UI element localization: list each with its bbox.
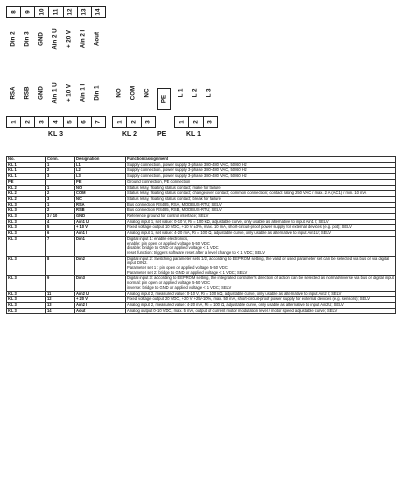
kl3-bottom-designation-text: Ain 1 U [51, 82, 59, 104]
kl2-number-text: 1 [116, 120, 124, 124]
kl2-number-cell [127, 117, 141, 127]
kl3-top-designation-text: GND [37, 32, 45, 46]
kl3-bottom-number-text: 4 [52, 120, 60, 124]
cell-designation: RSB [75, 208, 126, 214]
cell-designation: Ain1 U [75, 219, 126, 225]
kl3-top-number-text: 8 [10, 10, 18, 14]
kl2-designation-cell [126, 72, 140, 114]
kl2-designations [112, 72, 154, 114]
cell-no: KL 3 [7, 202, 46, 208]
cell-no: KL 3 [7, 214, 46, 220]
kl3-bottom-number-cell [21, 117, 35, 127]
cell-function: Supply connection, power supply 3-phase 380-480 VAC, 50/60 Hz [126, 174, 396, 180]
cell-no: KL 3 [7, 297, 46, 303]
kl2-designation-cell [140, 72, 154, 114]
pe-label: PE [157, 131, 167, 138]
cell-designation: Ain2 I [75, 302, 126, 308]
kl3-bottom-number-text: 3 [38, 120, 46, 124]
kl3-top-designation-text: Din 3 [23, 31, 31, 47]
kl3-top-designation-cell [62, 18, 76, 60]
kl2-label: KL 2 [122, 131, 138, 138]
kl3-top-number-cell [64, 7, 78, 17]
cell-no: KL 1 [7, 162, 46, 168]
table-row [7, 308, 396, 314]
kl1-designation-text: L 1 [177, 88, 185, 98]
kl3-top-designation-cell [76, 18, 90, 60]
table-row [7, 236, 396, 256]
kl2-designation-text: COM [129, 85, 137, 101]
kl3-top-number-cell [35, 7, 49, 17]
cell-conn: 2 [46, 168, 75, 174]
cell-designation: RSA [75, 202, 126, 208]
kl3-bottom-number-text: 7 [94, 120, 102, 124]
cell-conn: 1 [46, 202, 75, 208]
kl3-top-designation-cell [6, 18, 20, 60]
kl3-bottom-number-cell [7, 117, 21, 127]
cell-no: KL 3 [7, 302, 46, 308]
cell-designation: GND [75, 214, 126, 220]
kl3-bottom-number-cell [35, 117, 49, 127]
cell-no: KL 3 [7, 308, 46, 314]
cell-conn: 7 [46, 236, 75, 256]
header-conn: Conn. [46, 157, 75, 163]
cell-no: KL 3 [7, 236, 46, 256]
kl1-designation-cell [188, 72, 202, 114]
cell-no: KL 2 [7, 185, 46, 191]
cell-function: Status relay, floating status contact; changeover contact; common connection; contact rating 250 VAC / max. 2 A (AC1) / min. 10 mA [126, 191, 396, 197]
kl3-top-designation-text: + 20 V [65, 29, 73, 49]
cell-no: KL 3 [7, 256, 46, 276]
kl2-number-cell [113, 117, 127, 127]
cell-no: KL 3 [7, 225, 46, 231]
cell-designation: L1 [75, 162, 126, 168]
kl1-designation-cell [174, 72, 188, 114]
kl1-designation-text: L 3 [205, 88, 213, 98]
kl3-bottom-designation-text: GND [37, 86, 45, 100]
kl3-bottom-number-cell [92, 117, 105, 127]
cell-no: KL 2 [7, 196, 46, 202]
cell-conn: 5 [46, 225, 75, 231]
kl1-designations [174, 72, 216, 114]
cell-function: Bus connection RS485, RSB, MODBUS-RTU; SELV [126, 208, 396, 214]
kl3-top-designation-cell [48, 18, 62, 60]
table-row [7, 276, 396, 291]
kl3-bottom-number-cell [78, 117, 92, 127]
kl3-top-designation-text: Ain 2 I [79, 29, 87, 49]
kl3-top-designation-text: Din 2 [9, 31, 17, 47]
kl3-bottom-designation-cell [62, 72, 76, 114]
pe-designation: PE [160, 94, 168, 104]
cell-no: KL 3 [7, 276, 46, 291]
kl3-top-number-cell [21, 7, 35, 17]
cell-function: Supply connection, power supply 3-phase 380-480 VAC, 50/60 Hz [126, 168, 396, 174]
cell-function: Status relay, floating status contact; make for failure [126, 185, 396, 191]
cell-conn: 6 [46, 231, 75, 237]
kl1-number-text: 1 [178, 120, 186, 124]
cell-function: Fixed voltage output 10 VDC, +10 V ±3%, max. 10 mA, short-circuit-proof power supply for external devices (e.g. pot); SELV [126, 225, 396, 231]
cell-conn: 11 [46, 291, 75, 297]
kl1-designation-text: L 2 [191, 88, 199, 98]
kl1-designation-cell [202, 72, 216, 114]
cell-function: Analog input 1, set value: 0-10 V, Ri = 100 kΩ, adjustable curve, only usable as alternative to input Ain1 I; SELV [126, 219, 396, 225]
kl3-bottom-designation-cell [20, 72, 34, 114]
cell-no: KL 3 [7, 219, 46, 225]
cell-function: Fixed voltage output 20 VDC, +20 V +25/-10%, max. 50 mA, short-circuit-proof power supply for external devices (e.g. sensors); SELV [126, 297, 396, 303]
kl3-top-designation-cell [20, 18, 34, 60]
cell-designation: Ain2 U [75, 291, 126, 297]
kl3-top-designation-cell [34, 18, 48, 60]
cell-function: Analog output 0-10 VDC, max. 5 mA, output of current motor modulation level / motor speed adjustable curve; SELV [126, 308, 396, 314]
cell-designation: Din3 [75, 276, 126, 291]
cell-conn: 3 [46, 196, 75, 202]
cell-conn: 2 [46, 191, 75, 197]
cell-designation: L2 [75, 168, 126, 174]
kl3-bottom-designation-text: Din 1 [93, 85, 101, 101]
cell-conn: 1 [46, 185, 75, 191]
table-row [7, 256, 396, 276]
header-no: No. [7, 157, 46, 163]
kl3-bottom-number-text: 1 [10, 120, 18, 124]
kl3-top-designation-cell [90, 18, 104, 60]
kl2-designation-cell [112, 72, 126, 114]
kl3-bottom-designation-text: RSB [23, 86, 31, 100]
cell-designation: NO [75, 185, 126, 191]
cell-conn: 13 [46, 302, 75, 308]
kl3-bottom-number-cell [64, 117, 78, 127]
header-designation: Designation [75, 157, 126, 163]
kl3-bottom-number-strip [6, 116, 106, 128]
kl3-top-number-text: 10 [38, 8, 46, 16]
cell-conn: 4 [46, 219, 75, 225]
kl2-designation-text: NO [115, 88, 123, 98]
kl2-number-text: 2 [130, 120, 138, 124]
cell-conn: 9 [46, 276, 75, 291]
cell-conn: 3 [46, 174, 75, 180]
cell-function: Analog input 1, set value: 4-20 mA, Ri = 100 Ω, adjustable curve, only usable as alternative to input Ain1U; SELV [126, 231, 396, 237]
kl3-bottom-designation-text: + 10 V [65, 83, 73, 103]
kl3-top-designations [6, 18, 104, 60]
cell-no: KL 3 [7, 208, 46, 214]
kl3-bottom-designation-cell [76, 72, 90, 114]
cell-function: Digital input 3: according to EEPROM setting, the integrated controller's direction of action can be selected as normal/inverse via bus or digital input normal: pin open or applied voltage 5-50 VDC inverse: bridge to GND or applied voltage < 1 VDC; SELV [127, 275, 394, 290]
cell-designation: + 20 V [75, 297, 126, 303]
kl3-top-number-strip [6, 6, 106, 18]
kl2-designation-text: NC [143, 88, 151, 98]
kl3-bottom-designations [6, 72, 104, 114]
kl3-top-number-text: 14 [94, 8, 102, 16]
cell-conn: 14 [46, 308, 75, 314]
cell-conn: 8 [46, 256, 75, 276]
cell-function: Digital input 1: enable electronics, enable: pin open or applied voltage 5-50 VDC disable: bridge to GND or applied voltage < 1 VDC reset function: triggers software reset after a level change to < 1 VDC; SELV [126, 236, 396, 256]
kl3-bottom-designation-text: Ain 1 I [79, 83, 87, 103]
kl3-top-number-cell [7, 7, 21, 17]
cell-conn: 2 [46, 208, 75, 214]
cell-designation: Aout [75, 308, 126, 314]
cell-function: Supply connection, power supply 3-phase 380-480 VAC, 50/60 Hz [126, 162, 396, 168]
kl3-top-designation-text: Aout [93, 31, 101, 47]
cell-function: Ground connection, PE connection [126, 179, 396, 185]
kl1-label: KL 1 [186, 131, 202, 138]
cell-function: Bus connection RS485, RSA, MODBUS-RTU; SELV [126, 202, 396, 208]
kl3-top-designation-text: Ain 2 U [51, 28, 59, 50]
terminal-assignment-table [6, 156, 396, 314]
cell-no: KL 1 [7, 168, 46, 174]
cell-no: KL 2 [7, 191, 46, 197]
cell-no: PE [7, 179, 46, 185]
cell-function: Digital input 2: Switching parameter sets 1/2, according to EEPROM setting, the valid or used parameter set can be selected via bus or via digital input DIN2. Parameter set 1 : pin open or applied voltage 5-50 VDC Parameter set 2: bridge to GND or applied voltage < 1 VDC; SELV [126, 256, 396, 276]
cell-designation: PE [75, 179, 126, 185]
kl3-bottom-designation-text: RSA [9, 86, 17, 100]
cell-designation: NC [75, 196, 126, 202]
cell-conn: 1 [46, 162, 75, 168]
cell-function: Status relay, floating status contact; break for failure [126, 196, 396, 202]
kl3-top-number-cell [92, 7, 105, 17]
pe-box [157, 88, 171, 110]
kl3-bottom-number-cell [49, 117, 63, 127]
kl3-top-number-text: 13 [80, 8, 88, 16]
kl3-top-number-text: 11 [52, 8, 60, 16]
kl3-bottom-designation-cell [48, 72, 62, 114]
kl1-number-text: 2 [192, 120, 200, 124]
kl3-top-number-text: 12 [66, 8, 74, 16]
cell-designation: Ain1 I [75, 231, 126, 237]
kl3-top-number-text: 9 [24, 10, 32, 14]
cell-function: Analog input 2, measured value: 4-20 mA, Ri = 100 Ω, adjustable curve, only usable as alternative to input Ain2U; SELV [126, 302, 396, 308]
cell-no: KL 1 [7, 174, 46, 180]
cell-conn: 3 / 10 [46, 214, 75, 220]
kl1-number-cell [204, 117, 217, 127]
kl3-bottom-designation-cell [6, 72, 20, 114]
cell-conn: 12 [46, 297, 75, 303]
cell-designation: + 10 V [75, 225, 126, 231]
kl3-label: KL 3 [48, 131, 64, 138]
kl2-number-text: 3 [144, 120, 152, 124]
cell-designation: L3 [75, 174, 126, 180]
kl1-number-text: 3 [206, 120, 214, 124]
cell-designation: Din1 [75, 236, 126, 256]
kl3-bottom-number-text: 5 [66, 120, 74, 124]
cell-designation: COM [75, 191, 126, 197]
kl3-bottom-number-text: 2 [24, 120, 32, 124]
cell-function: Analog input 2, measured value: 0-10 V, Ri = 100 kΩ, adjustable curve, only usable as alternative to input Ain2 I; SELV [126, 291, 396, 297]
cell-no: KL 3 [7, 291, 46, 297]
kl1-number-cell [189, 117, 203, 127]
terminal-diagram [0, 0, 402, 150]
header-function: Function/assignment [126, 157, 396, 163]
kl3-top-number-cell [78, 7, 92, 17]
cell-no: KL 3 [7, 231, 46, 237]
kl2-number-cell [142, 117, 155, 127]
kl3-bottom-designation-cell [34, 72, 48, 114]
kl2-number-strip [112, 116, 156, 128]
kl3-bottom-number-text: 6 [80, 120, 88, 124]
kl3-bottom-designation-cell [90, 72, 104, 114]
cell-designation: Din2 [75, 256, 126, 276]
cell-function: Reference ground for control interface; SELV [126, 214, 396, 220]
kl3-top-number-cell [49, 7, 63, 17]
kl1-number-cell [175, 117, 189, 127]
kl1-number-strip [174, 116, 218, 128]
